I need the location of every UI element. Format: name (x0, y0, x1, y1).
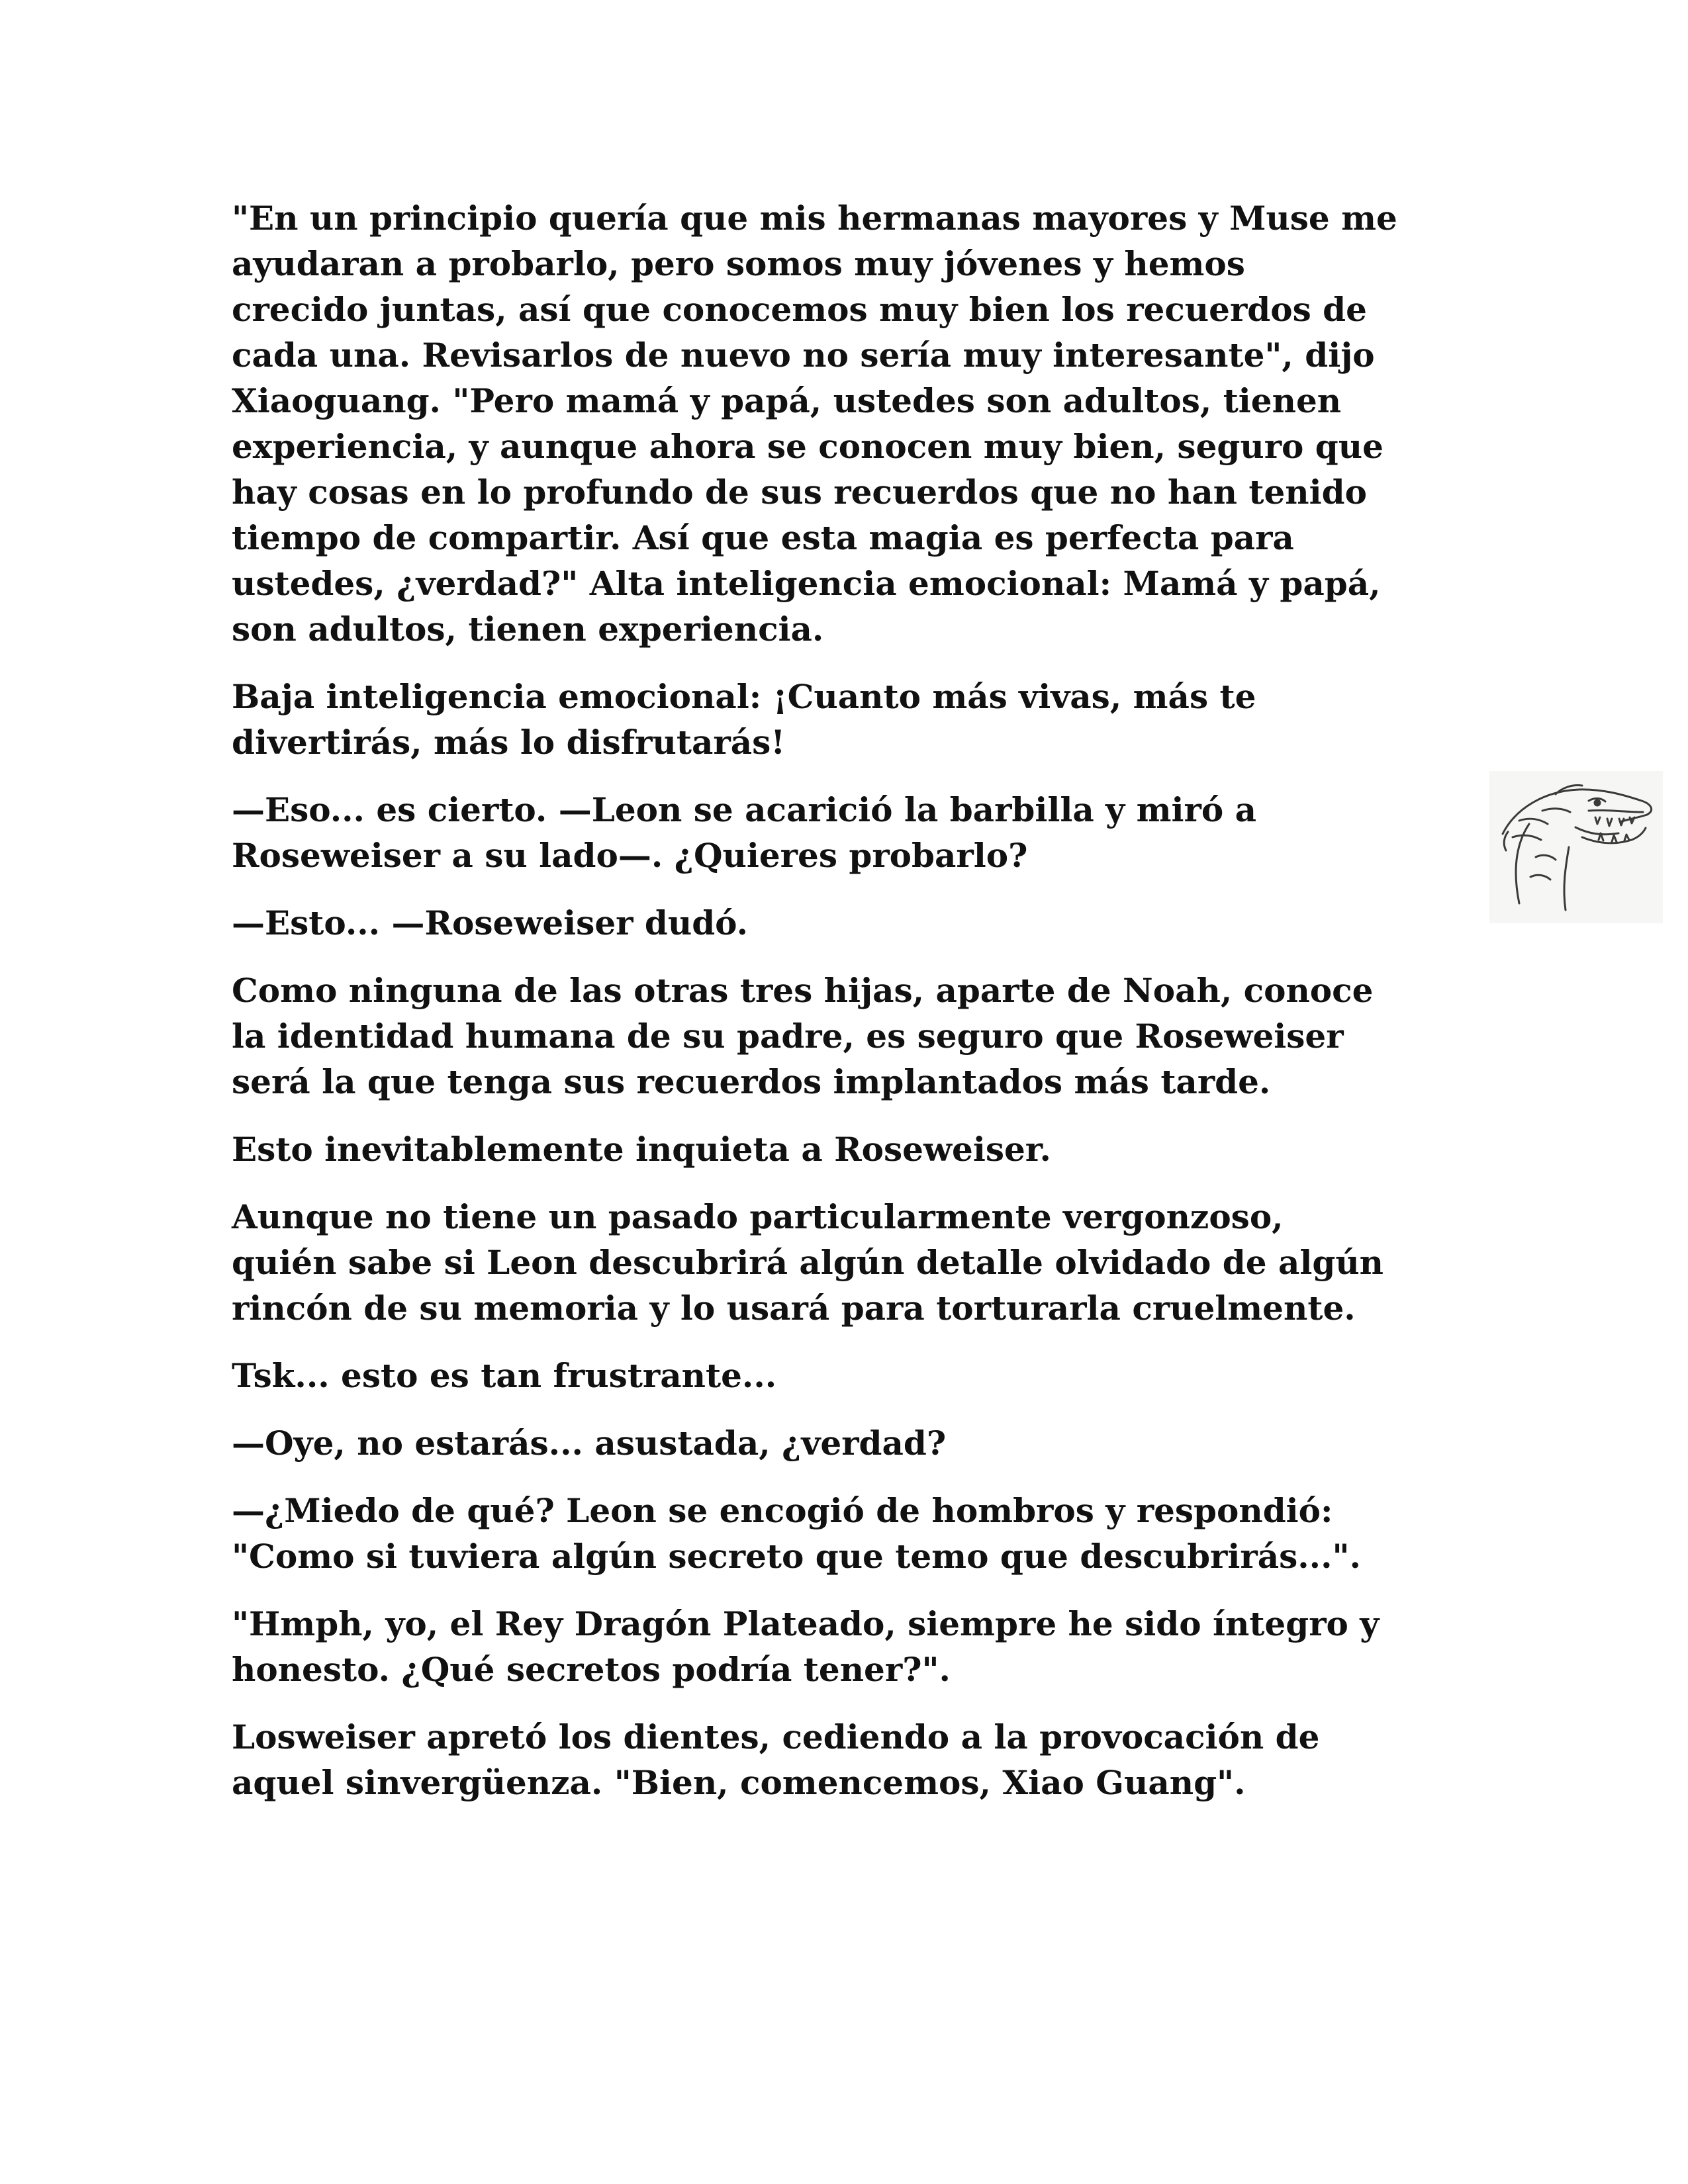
dinosaur-head-sketch-icon (1489, 771, 1663, 923)
paragraph-1: "En un principio quería que mis hermanas mayores y Muse me ayudaran a probarlo, pero somos muy jóvenes y hemos crecido juntas, así que conocemos muy bien los recuerdos de cada una. Revisarlos de nuevo no sería muy interesante", dijo Xiaoguang. "Pero mamá y papá, ustedes son adultos, tienen experiencia, y aunque ahora se conocen muy bien, seguro que hay cosas en lo profundo de sus recuerdos que no han tenido tiempo de compartir. Así que esta magia es perfecta para ustedes, ¿verdad?" Alta inteligencia emocional: Mamá y papá, son adultos, tienen experiencia. (232, 199, 1397, 649)
paragraph-7: Aunque no tiene un pasado particularmente vergonzoso, quién sabe si Leon descubrirá algún detalle olvidado de algún rincón de su memoria y lo usará para torturarla cruelmente. (232, 1197, 1384, 1328)
paragraph-10: —¿Miedo de qué? Leon se encogió de hombros y respondió: "Como si tuviera algún secreto que temo que descubrirás...". (232, 1491, 1361, 1576)
paragraph-6: Esto inevitablemente inquieta a Roseweiser. (232, 1130, 1051, 1169)
paragraph-11: "Hmph, yo, el Rey Dragón Plateado, siempre he sido íntegro y honesto. ¿Qué secretos podría tener?". (232, 1604, 1380, 1689)
body-text (232, 195, 1456, 1827)
paragraph-12: Losweiser apretó los dientes, cediendo a la provocación de aquel sinvergüenza. "Bien, comencemos, Xiao Guang". (232, 1717, 1320, 1802)
paragraph-2: Baja inteligencia emocional: ¡Cuanto más vivas, más te divertirás, más lo disfrutarás! (232, 677, 1256, 762)
paragraph-4: —Esto... —Roseweiser dudó. (232, 903, 749, 942)
paragraph-8: Tsk... esto es tan frustrante... (232, 1356, 777, 1395)
paragraph-9: —Oye, no estarás... asustada, ¿verdad? (232, 1424, 947, 1463)
paragraph-5: Como ninguna de las otras tres hijas, aparte de Noah, conoce la identidad humana de su padre, es seguro que Roseweiser será la que tenga sus recuerdos implantados más tarde. (232, 971, 1374, 1101)
paragraph-3: —Eso... es cierto. —Leon se acarició la barbilla y miró a Roseweiser a su lado—. ¿Quieres probarlo? (232, 790, 1257, 875)
